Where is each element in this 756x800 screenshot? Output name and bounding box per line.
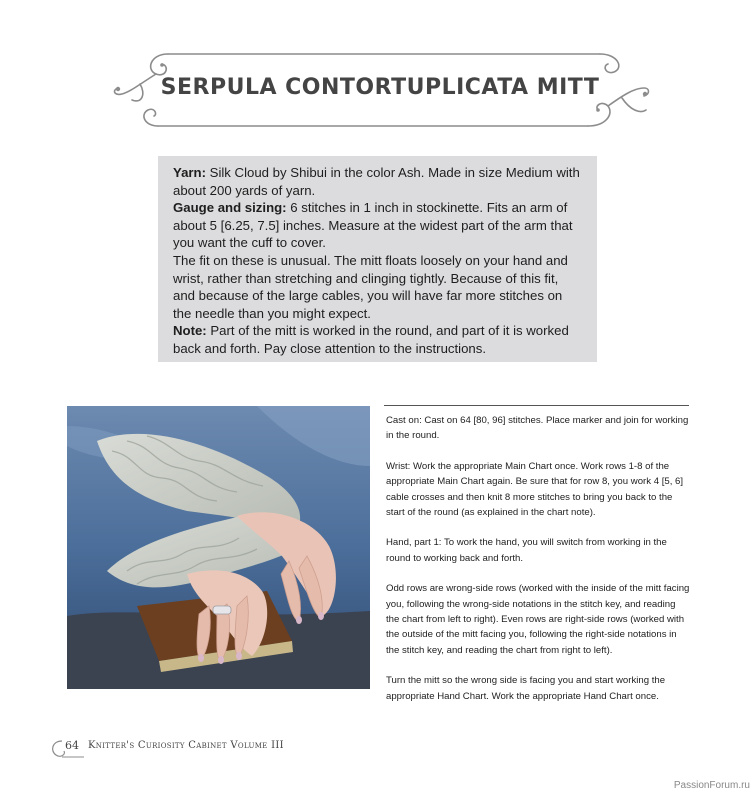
instruction-cast-on: Cast on: Cast on 64 [80, 96] stitches. Place marker and join for working in the round. [386,415,689,442]
gauge-label: Gauge and sizing: [173,200,287,216]
watermark: PassionForum.ru [673,780,750,791]
instruction-odd-even-rows: Odd rows are wrong-side rows (worked with the inside of the mitt facing you, following the wrong-side notations in the stitch key, and reading the chart from left to right). Even rows are right-side rows (worked with the outside of the mitt facing you, following the right-side notations in the stitch key, and reading the chart from right to left). [386,583,690,656]
page-number: 64 [65,739,79,752]
instruction-wrist: Wrist: Work the appropriate Main Chart once. Work rows 1-8 of the appropriate Main Chart again. Be sure that for row 8, you work 4 [5, 6] cable crosses and then knit 8 more stitches to bring you back to the start of the round (as explained in the chart note). [386,460,684,519]
mitt-photo [67,406,370,689]
note-text: Part of the mitt is worked in the round, and part of it is worked back and forth. Pay close attention to the instructions. [173,323,569,356]
note-paragraph [173,322,583,357]
instructions-column [386,413,691,719]
gauge-text: 6 stitches in 1 inch in stockinette. Fits an arm of about 5 [6.25, 7.5] inches. Measure at the widest part of the arm that you want the cuff to cover. [173,200,573,251]
pattern-info-box [158,156,597,362]
book-title: Knitter's Curiosity Cabinet Volume III [88,740,284,751]
title-banner [110,44,650,136]
instruction-hand-part-1: Hand, part 1: To work the hand, you will switch from working in the round to working back and forth. [386,537,667,564]
gauge-paragraph [173,199,583,252]
yarn-label: Yarn: [173,165,206,180]
page-title: SERPULA CONTORTUPLICATA MITT [160,75,600,100]
instruction-hand-chart: Turn the mitt so the wrong side is facing you and start working the appropriate Hand Chart. Work the appropriate Hand Chart once. [386,675,666,702]
column-rule [384,405,689,406]
yarn-text: Silk Cloud by Shibui in the color Ash. Made in size Medium with about 200 yards of yarn. [173,165,580,198]
note-label: Note: [173,323,207,339]
page-footer [48,737,368,761]
fit-paragraph: The fit on these is unusual. The mitt floats loosely on your hand and wrist, rather than stretching and clinging tightly. Because of this fit, and because of the large cables, you will have far more stitches on the needle than you might expect. [173,252,568,321]
yarn-paragraph [173,164,583,199]
